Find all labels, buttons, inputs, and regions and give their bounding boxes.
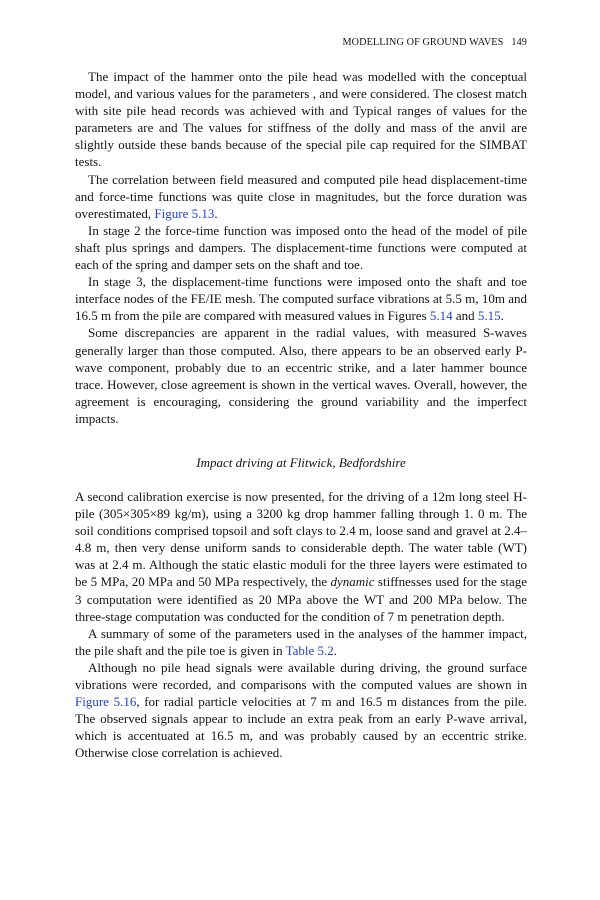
paragraph-end: . xyxy=(333,642,338,658)
paragraph-text-continued: stiffnesses used for the stage 3 computation were identified as 20 MPa above the WT and 200 MPa below. The three-stage computation was conducted for the condition of 7 m penetration depth. xyxy=(75,574,527,624)
running-head xyxy=(75,36,527,50)
running-title: MODELLING OF GROUND WAVES xyxy=(342,37,504,48)
figure-5-16-link[interactable]: Figure 5.16 xyxy=(75,694,137,710)
paragraph-discrepancies: Some discrepancies are apparent in the radial values, with measured S-waves generally larger than those computed. Also, there appears to be an observed early P-wave component, probably due to an eccentric strike, and a later hammer bounce trace. However, close agreement is shown in the vertical waves. Overall, however, the agreement is encouraging, considering the ground variability and the imperfect impacts. xyxy=(75,325,527,426)
paragraph-stage-3 xyxy=(75,273,527,324)
paragraph-stage-2: In stage 2 the force-time function was imposed onto the head of the model of pile shaft plus springs and dampers. The displacement-time functions were computed at each of the spring and damper sets on the shaft and toe. xyxy=(75,222,527,273)
paragraph-correlation xyxy=(75,171,527,222)
paragraph-calibration xyxy=(75,488,527,625)
figure-5-14-link[interactable]: 5.14 xyxy=(429,308,453,324)
paragraph-text: A second calibration exercise is now presented, for the driving of a 12m long steel H-pile (305×305×89 kg/m), using a 3200 kg drop hammer falling through 1. 0 m. The soil conditions comprised topsoil and soft clays to 2.4 m, loose sand and gravel at 2.4–4.8 m, then very dense uniform sands to considerable depth. The water table (WT) was at 2.4 m. Although the static elastic moduli for the three layers were estimated to be 5 MPa, 20 MPa and 50 MPa respectively, the xyxy=(75,488,527,590)
table-5-2-link[interactable]: Table 5.2 xyxy=(285,642,334,658)
paragraph-vibrations xyxy=(75,659,527,762)
figure-5-13-link[interactable]: Figure 5.13 xyxy=(154,205,215,221)
section-heading: Impact driving at Flitwick, Bedfordshire xyxy=(196,454,406,470)
paragraph-text-continued: , for radial particle velocities at 7 m and 16.5 m distances from the pile. The observed signals appear to include an extra peak from an early P-wave arrival, which is accentuated at 16.5 m, and was probably caused by an eccentric strike. Otherwise close correlation is achieved. xyxy=(75,694,527,761)
paragraph-text: A summary of some of the parameters used in the analyses of the hammer impact, the pile shaft and the pile toe is given in xyxy=(75,625,527,658)
paragraph-text: Although no pile head signals were available during driving, the ground surface vibrations were recorded, and comparisons with the computed values are shown in xyxy=(75,659,527,692)
page xyxy=(75,36,527,761)
paragraph-end: . xyxy=(500,308,504,324)
emphasis-dynamic: dynamic xyxy=(330,574,375,590)
paragraph-end: . xyxy=(214,205,218,221)
paragraph-hammer-impact: The impact of the hammer onto the pile head was modelled with the conceptual model, and various values for the parameters , and were considered. The closest match with site pile head records was achieved with and Typical ranges of values for the parameters are and The values for stiffness of the dolly and mass of the anvil are slightly outside these bands because of the special pile cap required for the SIMBAT tests. xyxy=(75,69,527,170)
figure-5-15-link[interactable]: 5.15 xyxy=(477,308,501,324)
paragraph-conjunction: and xyxy=(452,308,478,324)
paragraph-text: The correlation between field measured and computed pile head displacement-time and force-time functions was quite close in magnitudes, but the force duration was overestimated, xyxy=(75,171,527,221)
page-number: 149 xyxy=(511,37,527,48)
paragraph-summary xyxy=(75,625,527,659)
paragraph-text: In stage 3, the displacement-time functions were imposed onto the shaft and toe interface nodes of the FE/IE mesh. The computed surface vibrations at 5.5 m, 10m and 16.5 m from the pile are compared with measured values in Figures xyxy=(75,274,527,324)
